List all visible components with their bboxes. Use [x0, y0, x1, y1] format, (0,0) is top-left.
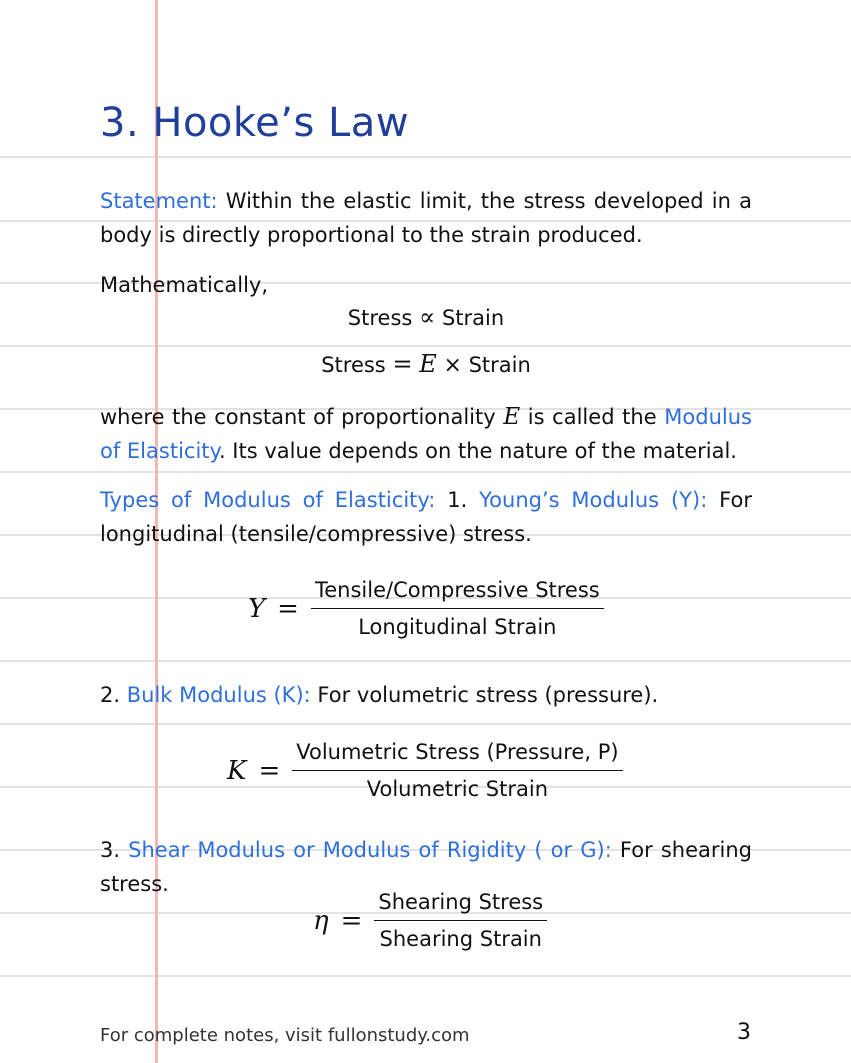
- types-label: Types of Modulus of Elasticity:: [100, 488, 436, 512]
- equals-sign: =: [392, 350, 413, 378]
- formula-lhs: K: [227, 755, 247, 786]
- young-name: Young’s Modulus (Y):: [479, 488, 708, 512]
- notebook-rule: [0, 345, 851, 347]
- formula-equals: =: [277, 593, 299, 624]
- bulk-number: 2.: [100, 683, 121, 707]
- fraction: [311, 578, 604, 639]
- shear-number: 3.: [100, 838, 121, 862]
- modulus-term: Modulus of Elasticity: [100, 405, 752, 463]
- fraction-denominator: Longitudinal Strain: [358, 615, 557, 639]
- eq-stress: Stress: [321, 353, 386, 377]
- footer-text: For complete notes, visit fullonstudy.com: [100, 1025, 470, 1046]
- eq-strain: Strain: [468, 353, 531, 377]
- equation-proportional: [100, 303, 752, 331]
- page-title: 3. Hooke’s Law: [100, 100, 410, 146]
- formula-lhs: η: [313, 905, 329, 936]
- var-e: E: [419, 350, 437, 378]
- proportional-symbol: ∝: [419, 303, 436, 331]
- formula-young: [248, 578, 604, 639]
- constant-middle: is called the: [527, 405, 657, 429]
- types-paragraph: [100, 483, 752, 551]
- notebook-rule: [0, 723, 851, 725]
- shear-name: Shear Modulus or Modulus of Rigidity ( or G):: [128, 838, 612, 862]
- fraction-denominator: Shearing Strain: [379, 927, 542, 951]
- equation-modulus: [100, 350, 752, 378]
- constant-after: . Its value depends on the nature of the material.: [218, 439, 737, 463]
- eq-stress: Stress: [347, 306, 413, 330]
- constant-paragraph: [100, 400, 752, 468]
- mathematically-text: Mathematically,: [100, 273, 269, 297]
- formula-equals: =: [340, 905, 363, 936]
- formula-lhs: Y: [248, 593, 266, 624]
- notebook-rule: [0, 975, 851, 977]
- formula-equals: =: [258, 755, 281, 786]
- times-sign: ×: [443, 353, 462, 378]
- young-desc: For longitudinal (tensile/compressive) stress.: [100, 488, 752, 546]
- constant-before: where the constant of proportionality: [100, 405, 496, 429]
- page-number: 3: [737, 1020, 751, 1045]
- notebook-rule: [0, 471, 851, 473]
- statement-paragraph: [100, 184, 752, 252]
- fraction: [374, 890, 547, 951]
- statement-label: Statement:: [100, 189, 218, 213]
- notebook-rule: [0, 156, 851, 158]
- var-e: E: [503, 404, 521, 430]
- bulk-paragraph: [100, 678, 752, 712]
- eq-strain: Strain: [441, 306, 505, 330]
- fraction-numerator: Volumetric Stress (Pressure, P): [292, 740, 622, 771]
- formula-shear: [313, 890, 547, 951]
- bulk-desc: For volumetric stress (pressure).: [317, 683, 659, 707]
- statement-text: Within the elastic limit, the stress developed in a body is directly proportional to the strain produced.: [100, 189, 752, 247]
- shear-desc: For shearing stress.: [100, 838, 752, 896]
- fraction-numerator: Tensile/Compressive Stress: [311, 578, 604, 609]
- fraction-denominator: Volumetric Strain: [366, 777, 549, 801]
- bulk-name: Bulk Modulus (K):: [126, 683, 311, 707]
- fraction-numerator: Shearing Stress: [374, 890, 547, 921]
- notebook-rule: [0, 660, 851, 662]
- young-number: 1.: [447, 488, 468, 512]
- formula-bulk: [227, 740, 623, 801]
- fraction: [292, 740, 622, 801]
